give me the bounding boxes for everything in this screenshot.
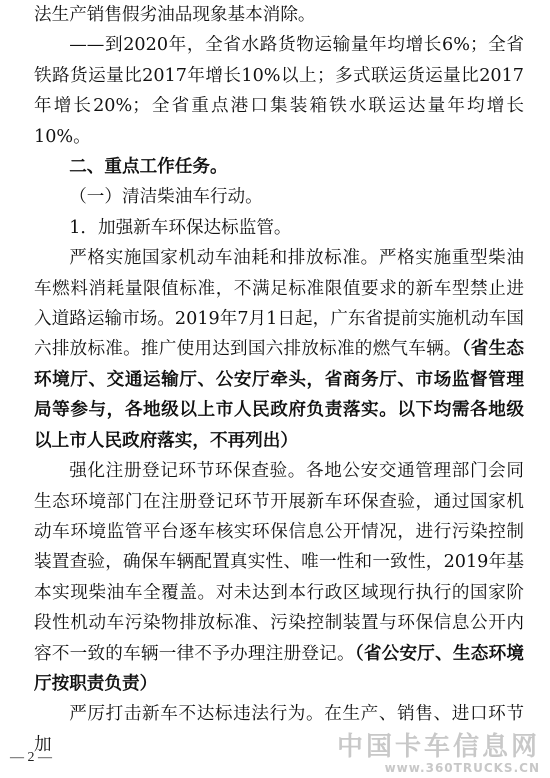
paragraph bbox=[34, 243, 524, 456]
document-body bbox=[34, 0, 524, 760]
paragraph-text: 强化注册登记环节环保查验。各地公安交通管理部门会同生态环境部门在注册登记环节开展新车环保查验，通过国家机动车环境监管平台逐车核实环保信息公开情况，进行污染控制装置查验，确保车辆配置真实性、唯一性和一致性，2019年基本实现柴油车全覆盖。对未达到本行政区域现行执行的国家阶段性机动车污染物排放标准、污染控制装置与环保信息公开内容不一致的车辆一律不予办理注册登记。 bbox=[34, 461, 524, 664]
paragraph bbox=[34, 456, 524, 699]
responsibility-note: （省公安厅、生态环境厅按职责负责） bbox=[34, 642, 524, 694]
paragraph-text: 二、重点工作任务。 bbox=[69, 157, 228, 178]
watermark bbox=[337, 726, 540, 775]
paragraph-text: 1．加强新车环保达标监管。 bbox=[69, 217, 292, 238]
paragraph bbox=[34, 0, 524, 30]
paragraph bbox=[34, 30, 524, 152]
paragraph-text: ——到2020年，全省水路货物运输量年均增长6%；全省铁路货运量比2017年增长10%以上；多式联运货运量比2017年增长20%；全省重点港口集装箱铁水联运达量年均增长10%。 bbox=[34, 35, 524, 147]
paragraph-text: 法生产销售假劣油品现象基本消除。 bbox=[34, 5, 316, 25]
paragraph-text: 严格实施国家机动车油耗和排放标准。严格实施重型柴油车燃料消耗量限值标准，不满足标准限值要求的新车型禁止进入道路运输市场。2019年7月1日起，广东省提前实施机动车国六排放标准。推广使用达到国六排放标准的燃气车辆。 bbox=[34, 248, 524, 360]
paragraph bbox=[34, 152, 524, 182]
watermark-text: 中国卡车信息网 bbox=[336, 732, 540, 762]
paragraph bbox=[34, 182, 524, 212]
watermark-url: www.360TRUCKS.CN bbox=[384, 761, 540, 775]
paragraph-text: （一）清洁柴油车行动。 bbox=[69, 187, 263, 208]
paragraph-text: 严厉打击新车不达标违法行为。在生产、销售、进口环节加 bbox=[34, 704, 524, 755]
page-number: — 2 — bbox=[10, 750, 52, 765]
paragraph bbox=[34, 213, 524, 243]
responsibility-note: （省生态环境厅、交通运输厅、公安厅牵头，省商务厅、市场监督管理局等参与，各地级以上市人民政府负责落实。以下均需各地级以上市人民政府落实，不再列出） bbox=[34, 338, 524, 451]
